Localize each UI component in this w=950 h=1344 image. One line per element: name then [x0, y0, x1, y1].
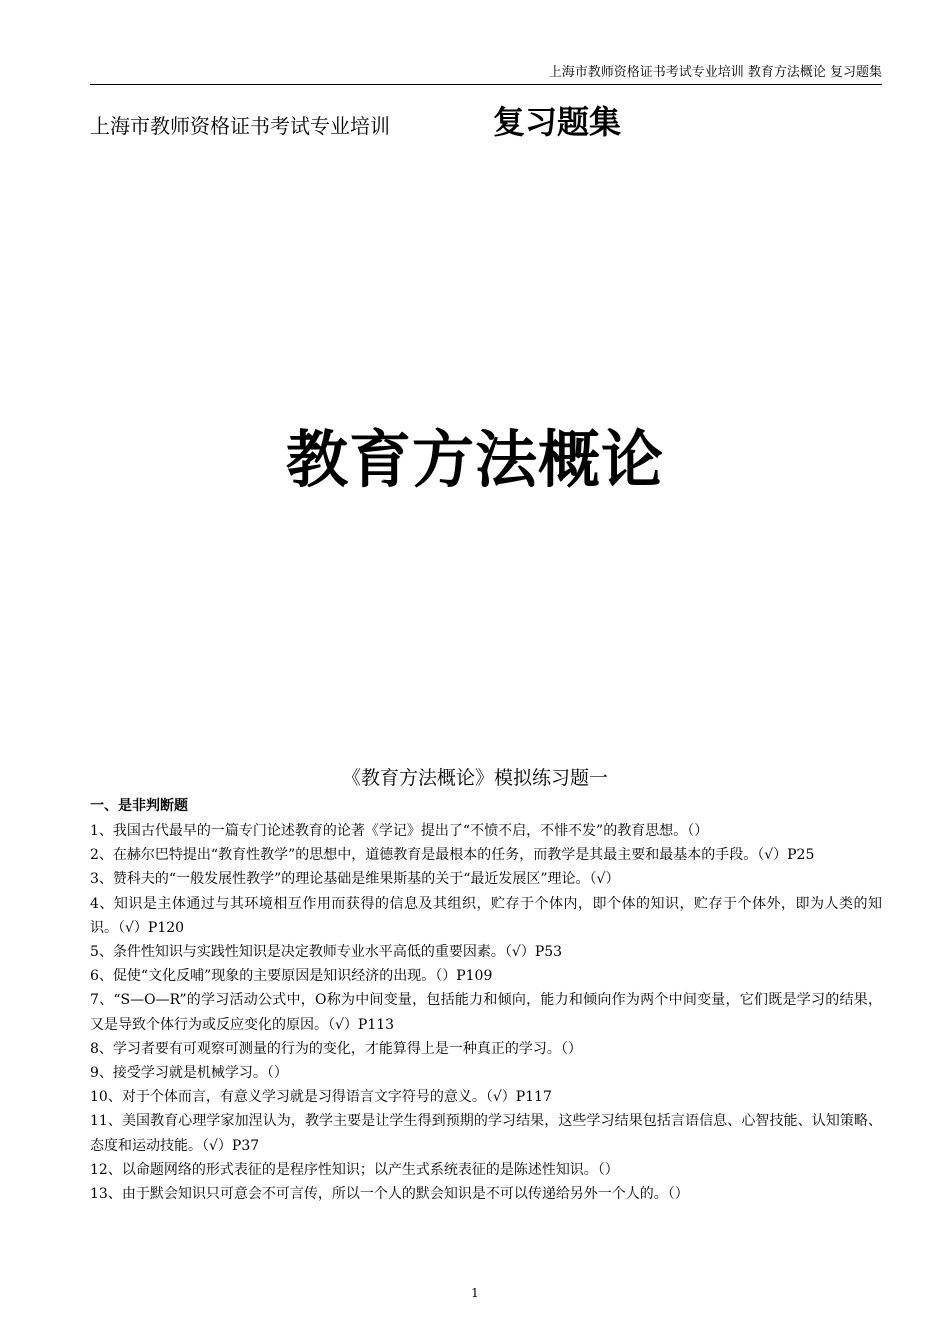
question-item: 6、促使“文化反哺”现象的主要原因是知识经济的出现。（）P109 — [90, 968, 493, 985]
question-item: 9、接受学习就是机械学习。（） — [90, 1065, 288, 1082]
section-heading: 一、是非判断题 — [90, 798, 188, 814]
question-item: 11、美国教育心理学家加涅认为，教学主要是让学生得到预期的学习结果，这些学习结果包括言语信息、心智技能、认知策略、态度和运动技能。（√）P37 — [90, 1113, 882, 1154]
question-item: 7、“S—O—R”的学习活动公式中，O称为中间变量，包括能力和倾向，能力和倾向作为两个中间变量，它们既是学习的结果，又是导致个体行为或反应变化的原因。（√）P113 — [90, 992, 882, 1033]
question-item: 8、学习者要有可观察可测量的行为的变化，才能算得上是一种真正的学习。（） — [90, 1040, 582, 1057]
question-item: 2、在赫尔巴特提出“教育性教学”的思想中，道德教育是最根本的任务，而教学是其最主要和最基本的手段。（√）P25 — [90, 847, 815, 864]
question-item: 5、条件性知识与实践性知识是决定教师专业水平高低的重要因素。（√）P53 — [90, 944, 563, 961]
question-item: 10、对于个体而言，有意义学习就是习得语言文字符号的意义。（√）P117 — [90, 1089, 552, 1106]
question-item: 4、知识是主体通过与其环境相互作用而获得的信息及其组织，贮存于个体内，即个体的知识，贮存于个体外，即为人类的知识。（√）P120 — [90, 895, 882, 936]
page-number: 1 — [471, 1286, 479, 1300]
running-header: 上海市教师资格证书考试专业培训 教育方法概论 复习题集 — [548, 65, 882, 80]
header-rule — [90, 84, 882, 85]
collection-title: 复习题集 — [493, 103, 622, 141]
question-item: 13、由于默会知识只可意会不可言传，所以一个人的默会知识是不可以传递给另外一个人的。（） — [90, 1186, 689, 1203]
question-item: 1、我国古代最早的一篇专门论述教育的论著《学记》提出了“不愤不启，不悱不发”的教育思想。（） — [90, 823, 709, 839]
question-item: 3、赞科夫的“一般发展性教学”的理论基础是维果斯基的关于“最近发展区”理论。（√） — [90, 871, 620, 888]
main-title: 教育方法概论 — [285, 423, 664, 496]
exercise-title: 《教育方法概论》模拟练习题一 — [341, 767, 608, 789]
question-list — [90, 819, 882, 1206]
organization-line: 上海市教师资格证书考试专业培训 — [90, 114, 390, 138]
question-item: 12、以命题网络的形式表征的是程序性知识；以产生式系统表征的是陈述性知识。（） — [90, 1161, 619, 1178]
